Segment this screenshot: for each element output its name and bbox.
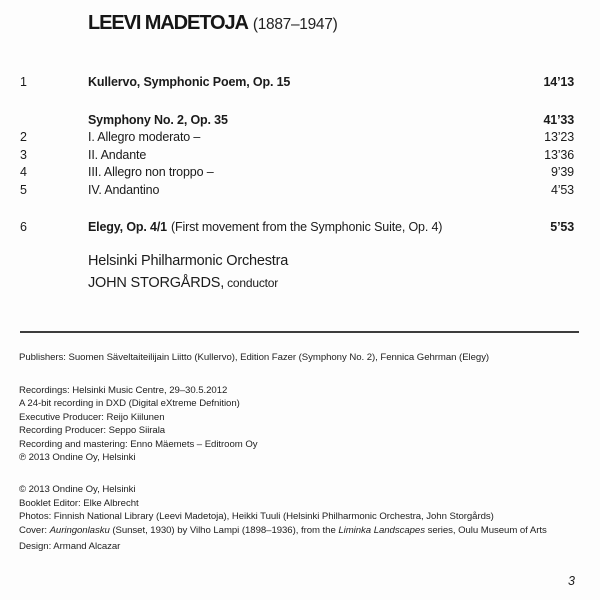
track-row: [20, 219, 574, 237]
design-line: Design: Armand Alcazar: [19, 541, 121, 553]
track-row: [20, 129, 574, 147]
cover-mid: (Sunset, 1930) by Vilho Lampi (1898–1936), from the: [109, 524, 339, 536]
track-title: IV. Andantino: [88, 182, 160, 197]
track-number: 3: [20, 147, 27, 162]
track-time: 13’23: [544, 130, 574, 144]
orchestra-name: Helsinki Philharmonic Orchestra: [88, 253, 289, 269]
track-number: 6: [20, 220, 27, 234]
track-title-main: Elegy, Op. 4/1: [88, 220, 167, 234]
divider-rule: [20, 331, 579, 333]
conductor-role: conductor: [227, 276, 279, 290]
track-title: III. Allegro non troppo –: [88, 165, 214, 179]
track-title: [88, 219, 550, 237]
track-time: 13’36: [544, 147, 574, 162]
cover-prefix: Cover:: [19, 524, 50, 536]
tracklist: [20, 74, 574, 237]
recording-line: Recordings: Helsinki Music Centre, 29–30.5.2012: [19, 385, 228, 396]
performers: [88, 252, 288, 292]
cover-suffix: series, Oulu Museum of Arts: [424, 524, 547, 536]
booklet-editor-line: Booklet Editor: Elke Albrecht: [19, 497, 139, 509]
photos-line: Photos: Finnish National Library (Leevi Madetoja), Heikki Tuuli (Helsinki Philharmonic Orchestra, John Storgårds): [19, 511, 494, 523]
cover-series-title: Liminka Landscapes: [338, 524, 425, 536]
cover-line: [19, 524, 547, 538]
track-title: Kullervo, Symphonic Poem, Op. 15: [88, 75, 291, 89]
recording-line: A 24-bit recording in DXD (Digital eXtreme Defnition): [19, 398, 240, 410]
track-title: I. Allegro moderato –: [88, 130, 201, 144]
production-credits: [19, 483, 547, 554]
recording-credits: [19, 384, 257, 464]
track-time: 4’53: [550, 182, 574, 197]
work-header-row: [20, 112, 574, 130]
composer-years: (1887–1947): [252, 16, 338, 33]
copyright-line: © 2013 Ondine Oy, Helsinki: [19, 484, 136, 495]
track-time: 9’39: [550, 165, 574, 179]
track-time: 5’53: [550, 220, 574, 234]
header: [88, 12, 337, 35]
track-number: 5: [20, 182, 27, 197]
recording-line: Recording Producer: Seppo Siirala: [19, 425, 166, 437]
conductor-line: [88, 274, 288, 292]
cover-artwork-title: Auringonlasku: [49, 524, 110, 536]
recording-line: Recording and mastering: Enno Mäemets – Editroom Oy: [19, 438, 258, 450]
track-number: 1: [20, 75, 27, 89]
composer-name: LEEVI MADETOJA: [88, 12, 248, 34]
track-row: [20, 182, 574, 200]
track-title: II. Andante: [88, 147, 147, 162]
track-title-note: (First movement from the Symphonic Suite, Op. 4): [170, 220, 443, 234]
work-title: Symphony No. 2, Op. 35: [88, 112, 228, 127]
work-time: 41’33: [543, 112, 574, 127]
track-number: 4: [20, 165, 27, 179]
track-row: [20, 164, 574, 182]
phonogram-line: ℗ 2013 Ondine Oy, Helsinki: [19, 452, 136, 464]
track-time: 14’13: [543, 75, 574, 89]
conductor-name: JOHN STORGÅRDS,: [88, 275, 225, 291]
track-number: 2: [20, 130, 27, 144]
publishers-line: Publishers: Suomen Säveltaiteilijain Liitto (Kullervo), Edition Fazer (Symphony No. 2), Fennica Gehrman (Elegy): [19, 352, 490, 363]
recording-line: Executive Producer: Reijo Kiilunen: [19, 411, 165, 423]
track-row: [20, 74, 574, 92]
track-row: [20, 147, 574, 165]
page-number: 3: [568, 574, 575, 588]
